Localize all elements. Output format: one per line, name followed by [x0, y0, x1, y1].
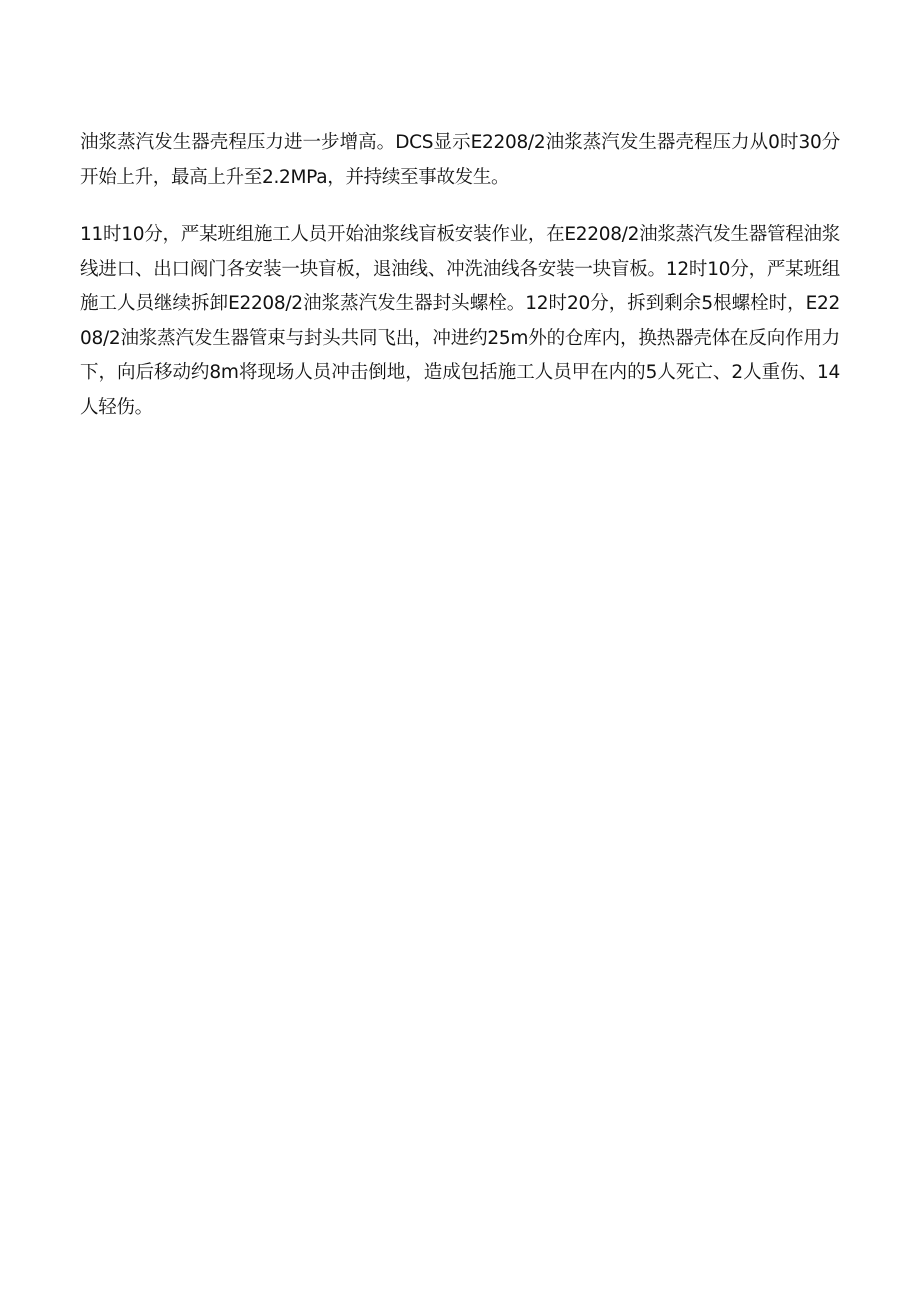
paragraph-accident-timeline: 11时10分，严某班组施工人员开始油浆线盲板安装作业，在E2208/2油浆蒸汽发生器管程油浆线进口、出口阀门各安装一块盲板，退油线、冲洗油线各安装一块盲板。12时10分，严某班组施工人员继续拆卸E2208/2油浆蒸汽发生器封头螺栓。12时20分，拆到剩余5根螺栓时，E2208/2油浆蒸汽发生器管束与封头共同飞出，冲进约25m外的仓库内，换热器壳体在反向作用力下，向后移动约8m将现场人员冲击倒地，造成包括施工人员甲在内的5人死亡、2人重伤、14人轻伤。: [80, 224, 840, 418]
document-body: [80, 126, 840, 425]
paragraph-pressure-rise: 油浆蒸汽发生器壳程压力进一步增高。DCS显示E2208/2油浆蒸汽发生器壳程压力从0时30分开始上升，最高上升至2.2MPa，并持续至事故发生。: [80, 132, 840, 188]
